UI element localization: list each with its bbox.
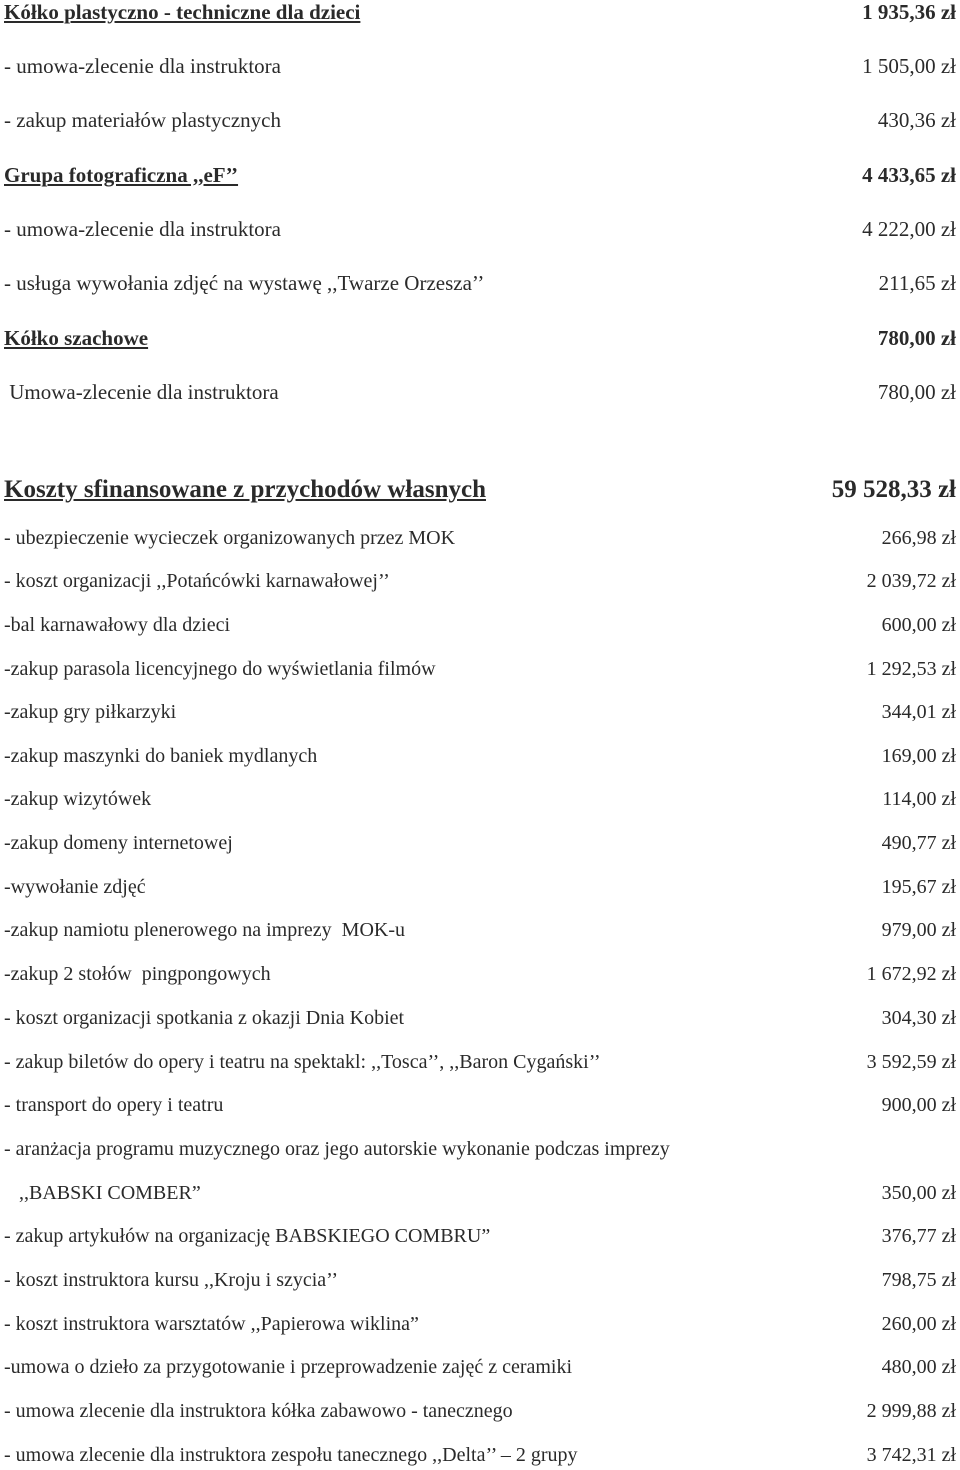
cost-label: - koszt organizacji spotkania z okazji Dnia Kobiet bbox=[4, 1006, 405, 1029]
cost-amount: 430,36 zł bbox=[877, 107, 956, 132]
cost-amount: 780,00 zł bbox=[877, 379, 956, 404]
group-total: 1 935,36 zł bbox=[862, 0, 956, 24]
cost-label: - zakup artykułów na organizację BABSKIEGO COMBRU” bbox=[4, 1224, 491, 1247]
cost-row bbox=[0, 1178, 960, 1208]
cost-row bbox=[0, 214, 960, 244]
cost-label: - umowa zlecenie dla instruktora kółka zabawowo - tanecznego bbox=[4, 1399, 513, 1422]
cost-row bbox=[0, 828, 960, 858]
cost-label: - zakup materiałów plastycznych bbox=[4, 107, 281, 132]
cost-row bbox=[0, 1440, 960, 1470]
cost-label: -zakup parasola licencyjnego do wyświetlania filmów bbox=[4, 657, 436, 680]
cost-label: ,,BABSKI COMBER” bbox=[4, 1181, 201, 1204]
cost-row bbox=[0, 51, 960, 81]
cost-label: - transport do opery i teatru bbox=[4, 1093, 224, 1116]
cost-label: -zakup gry piłkarzyki bbox=[4, 700, 177, 723]
cost-amount: 2 039,72 zł bbox=[866, 569, 956, 592]
cost-label: -zakup wizytówek bbox=[4, 787, 152, 810]
group-header bbox=[0, 0, 960, 27]
cost-amount: 260,00 zł bbox=[881, 1312, 956, 1335]
cost-row bbox=[0, 377, 960, 407]
section-title: Koszty sfinansowane z przychodów własnych bbox=[4, 476, 486, 503]
cost-row bbox=[0, 1265, 960, 1295]
cost-row bbox=[0, 566, 960, 596]
section-total: 59 528,33 zł bbox=[831, 476, 956, 503]
cost-label: - umowa-zlecenie dla instruktora bbox=[4, 53, 281, 78]
section-header bbox=[0, 475, 960, 505]
group-title: Kółko szachowe bbox=[4, 325, 149, 350]
cost-row bbox=[0, 1090, 960, 1120]
cost-row bbox=[0, 1352, 960, 1382]
cost-amount: 376,77 zł bbox=[881, 1224, 956, 1247]
cost-label: -zakup 2 stołów pingpongowych bbox=[4, 962, 271, 985]
cost-amount: 480,00 zł bbox=[881, 1355, 956, 1378]
cost-label: - zakup biletów do opery i teatru na spektakl: ,,Tosca’’, ,,Baron Cygański’’ bbox=[4, 1050, 601, 1073]
cost-label: - koszt instruktora kursu ,,Kroju i szycia’’ bbox=[4, 1268, 338, 1291]
cost-amount: 304,30 zł bbox=[881, 1006, 956, 1029]
cost-row bbox=[0, 872, 960, 902]
cost-label: - koszt organizacji ,,Potańcówki karnawałowej’’ bbox=[4, 569, 390, 592]
cost-label: -zakup namiotu plenerowego na imprezy MOK-u bbox=[4, 918, 405, 941]
cost-row bbox=[0, 784, 960, 814]
cost-amount: 350,00 zł bbox=[881, 1181, 956, 1204]
cost-label: Umowa-zlecenie dla instruktora bbox=[4, 379, 279, 404]
cost-label: -zakup domeny internetowej bbox=[4, 831, 233, 854]
cost-amount: 1 292,53 zł bbox=[866, 657, 956, 680]
cost-amount: 114,00 zł bbox=[882, 787, 956, 810]
cost-row bbox=[0, 915, 960, 945]
cost-row bbox=[0, 1003, 960, 1033]
cost-row bbox=[0, 1221, 960, 1251]
cost-amount: 344,01 zł bbox=[881, 700, 956, 723]
cost-row bbox=[0, 741, 960, 771]
cost-amount: 195,67 zł bbox=[881, 875, 956, 898]
cost-amount: 3 592,59 zł bbox=[866, 1050, 956, 1073]
cost-amount: 600,00 zł bbox=[881, 613, 956, 636]
cost-label: -umowa o dzieło za przygotowanie i przeprowadzenie zajęć z ceramiki bbox=[4, 1355, 573, 1378]
cost-label: -bal karnawałowy dla dzieci bbox=[4, 613, 231, 636]
cost-row bbox=[0, 697, 960, 727]
group-title: Kółko plastyczno - techniczne dla dzieci bbox=[4, 0, 361, 24]
cost-row bbox=[0, 610, 960, 640]
cost-amount: 979,00 zł bbox=[881, 918, 956, 941]
group-total: 780,00 zł bbox=[877, 325, 956, 350]
cost-amount: 1 505,00 zł bbox=[862, 53, 956, 78]
cost-amount: 490,77 zł bbox=[881, 831, 956, 854]
cost-label: - aranżacja programu muzycznego oraz jego autorskie wykonanie podczas imprezy bbox=[4, 1137, 670, 1160]
cost-row bbox=[0, 523, 960, 553]
cost-row bbox=[0, 959, 960, 989]
group-title: Grupa fotograficzna ,,eF’’ bbox=[4, 162, 239, 187]
cost-label: - ubezpieczenie wycieczek organizowanych przez MOK bbox=[4, 526, 456, 549]
group-header bbox=[0, 160, 960, 190]
cost-amount: 3 742,31 zł bbox=[866, 1443, 956, 1466]
cost-label: -wywołanie zdjęć bbox=[4, 875, 146, 898]
cost-row bbox=[0, 654, 960, 684]
cost-amount: 266,98 zł bbox=[881, 526, 956, 549]
cost-amount: 169,00 zł bbox=[881, 744, 956, 767]
cost-row bbox=[0, 105, 960, 135]
cost-label: - umowa-zlecenie dla instruktora bbox=[4, 216, 281, 241]
cost-label: -zakup maszynki do baniek mydlanych bbox=[4, 744, 318, 767]
cost-amount: 1 672,92 zł bbox=[866, 962, 956, 985]
cost-label: - umowa zlecenie dla instruktora zespołu tanecznego ,,Delta’’ – 2 grupy bbox=[4, 1443, 578, 1466]
cost-label: - usługa wywołania zdjęć na wystawę ,,Twarze Orzesza’’ bbox=[4, 270, 485, 295]
cost-amount: 798,75 zł bbox=[881, 1268, 956, 1291]
cost-amount: 4 222,00 zł bbox=[862, 216, 956, 241]
group-header bbox=[0, 323, 960, 353]
cost-amount: 2 999,88 zł bbox=[866, 1399, 956, 1422]
cost-row bbox=[0, 1309, 960, 1339]
cost-row bbox=[0, 1134, 960, 1164]
cost-amount: 900,00 zł bbox=[881, 1093, 956, 1116]
cost-label: - koszt instruktora warsztatów ,,Papierowa wiklina” bbox=[4, 1312, 419, 1335]
cost-amount: 211,65 zł bbox=[878, 270, 956, 295]
cost-row bbox=[0, 268, 960, 298]
cost-row bbox=[0, 1047, 960, 1077]
cost-row bbox=[0, 1396, 960, 1426]
group-total: 4 433,65 zł bbox=[862, 162, 956, 187]
